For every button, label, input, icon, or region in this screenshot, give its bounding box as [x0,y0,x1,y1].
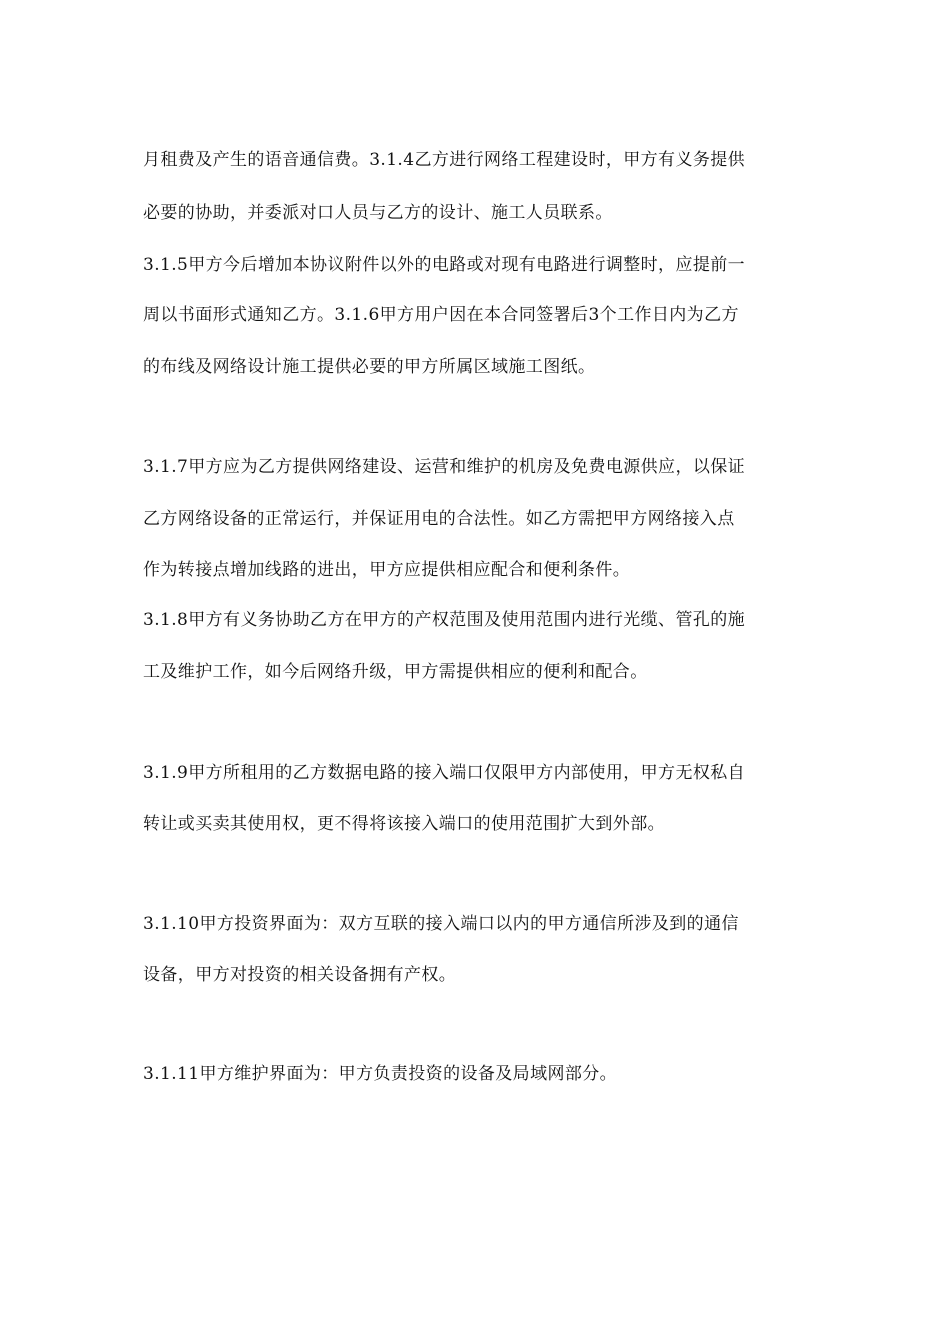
text-line: 3.1.5甲方今后增加本协议附件以外的电路或对现有电路进行调整时，应提前一 [143,255,746,275]
text-line: 3.1.8甲方有义务协助乙方在甲方的产权范围及使用范围内进行光缆、管孔的施 [143,610,746,630]
text-line: 3.1.7甲方应为乙方提供网络建设、运营和维护的机房及免费电源供应，以保证 [143,457,746,477]
text-line: 的布线及网络设计施工提供必要的甲方所属区域施工图纸。 [143,357,596,377]
text-line: 月租费及产生的语音通信费。3.1.4乙方进行网络工程建设时，甲方有义务提供 [143,150,746,170]
text-line: 必要的协助，并委派对口人员与乙方的设计、施工人员联系。 [143,203,613,223]
text-line: 周以书面形式通知乙方。3.1.6甲方用户因在本合同签署后3个工作日内为乙方 [143,305,739,325]
text-line: 工及维护工作，如今后网络升级，甲方需提供相应的便利和配合。 [143,662,648,682]
text-line: 转让或买卖其使用权，更不得将该接入端口的使用范围扩大到外部。 [143,814,665,834]
text-line: 3.1.9甲方所租用的乙方数据电路的接入端口仅限甲方内部使用，甲方无权私自 [143,763,746,783]
text-line: 乙方网络设备的正常运行，并保证用电的合法性。如乙方需把甲方网络接入点 [143,509,735,529]
text-line: 设备，甲方对投资的相关设备拥有产权。 [143,965,457,985]
text-line: 3.1.10甲方投资界面为：双方互联的接入端口以内的甲方通信所涉及到的通信 [143,914,739,934]
text-line: 3.1.11甲方维护界面为：甲方负责投资的设备及局域网部分。 [143,1064,618,1084]
text-line: 作为转接点增加线路的进出，甲方应提供相应配合和便利条件。 [143,560,631,580]
